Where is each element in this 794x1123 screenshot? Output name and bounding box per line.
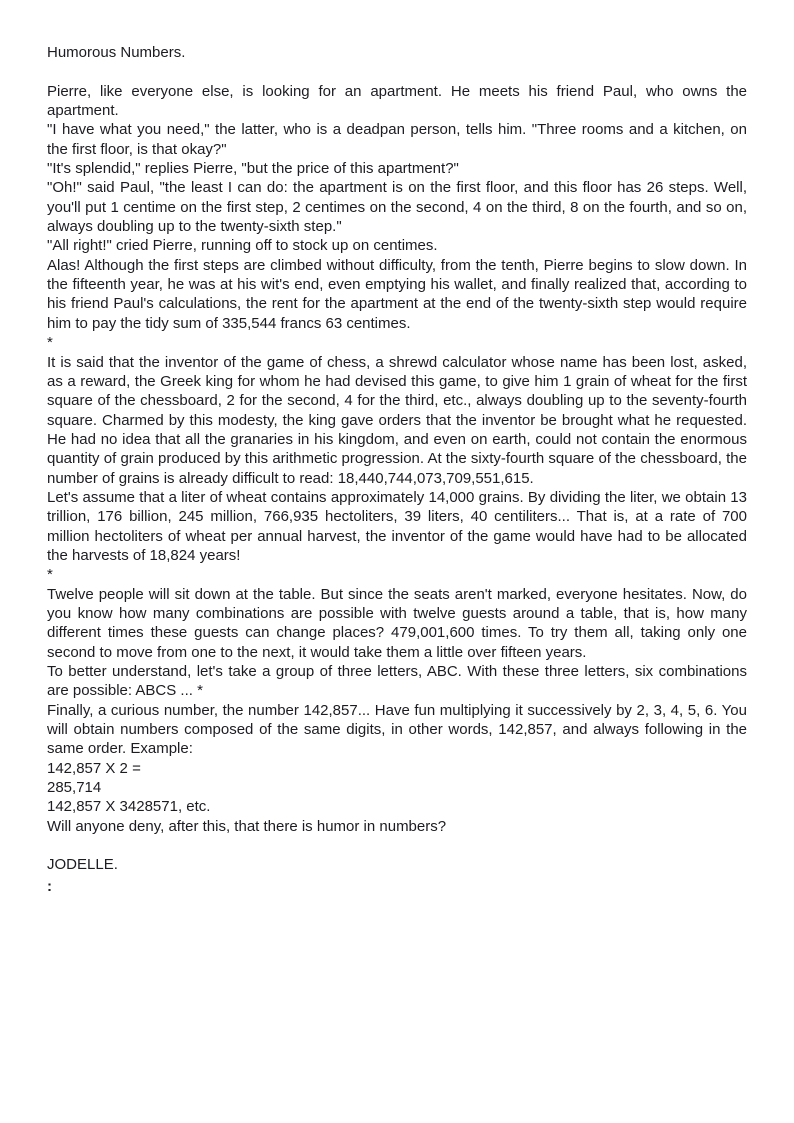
equation-line-2: 285,714	[47, 779, 102, 797]
closing-mark: :	[47, 877, 52, 895]
paragraph-curious-number: Finally, a curious number, the number 142,857... Have fun multiplying it successively by 2, 3, 4, 5, 6. You will obtain numbers composed of the same digits, in other words, 142,857, and always following in the same order. Example:	[47, 701, 747, 758]
paragraph-pierre-agrees: "All right!" cried Pierre, running off to stock up on centimes.	[47, 237, 438, 255]
signature: JODELLE.	[47, 856, 118, 874]
paragraph-twelve-guests: Twelve people will sit down at the table. But since the seats aren't marked, everyone hesitates. Now, do you know how many combinations are possible with twelve guests around a table, that is, how many different times these guests can change places? 479,001,600 times. To try them all, taking only one second to move from one to the next, it would take them a little over fifteen years.	[47, 585, 747, 661]
paragraph-three-letters: To better understand, let's take a group of three letters, ABC. With these three letters, six combinations are possible: ABCS ... *	[47, 663, 747, 700]
paragraph-conclusion: Will anyone deny, after this, that there is humor in numbers?	[47, 817, 447, 835]
equation-line-1: 142,857 X 2 =	[47, 759, 141, 777]
paragraph-apartment-outcome: Alas! Although the first steps are climbed without difficulty, from the tenth, Pierre begins to slow down. In the fifteenth year, he was at his wit's end, even emptying his wallet, and finally realized that, according to his friend Paul's calculations, the rent for the apartment at the end of the twenty-sixth step would require him to pay the tidy sum of 335,544 francs 63 centimes.	[47, 256, 747, 332]
section-separator-asterisk: *	[47, 334, 53, 352]
paragraph-apartment-intro: Pierre, like everyone else, is looking for an apartment. He meets his friend Paul, who owns the apartment.	[47, 82, 747, 120]
paragraph-wheat-volume: Let's assume that a liter of wheat contains approximately 14,000 grains. By dividing the liter, we obtain 13 trillion, 176 billion, 245 million, 766,935 hectoliters, 39 liters, 40 centiliters... That is, at a rate of 700 million hectoliters of wheat per annual harvest, the inventor of the game would have had to be allocated the harvests of 18,824 years!	[47, 488, 747, 564]
paragraph-paul-steps-deal: "Oh!" said Paul, "the least I can do: the apartment is on the first floor, and this floor has 26 steps. Well, you'll put 1 centime on the first step, 2 centimes on the second, 4 on the third, 8 on the fourth, and so on, always doubling up to the twenty-sixth step."	[47, 179, 747, 236]
section-separator-asterisk: *	[47, 566, 53, 584]
equation-line-3: 142,857 X 3428571, etc.	[47, 798, 211, 816]
document-title: Humorous Numbers.	[47, 44, 186, 61]
paragraph-chess-inventor: It is said that the inventor of the game of chess, a shrewd calculator whose name has been lost, asked, as a reward, the Greek king for whom he had devised this game, to give him 1 grain of wheat for the first square of the chessboard, 2 for the second, 4 for the third, etc., always doubling up to the seventy-fourth square. Charmed by this modesty, the king gave orders that the inventor be brought what he requested. He had no idea that all the granaries in his kingdom, and even on earth, could not contain the enormous quantity of grain produced by this arithmetic progression. At the sixty-fourth square of the chessboard, the number of grains is already difficult to read: 18,440,744,073,709,551,615.	[47, 353, 747, 487]
paragraph-pierre-price-question: "It's splendid," replies Pierre, "but the price of this apartment?"	[47, 160, 459, 178]
paragraph-paul-offer: "I have what you need," the latter, who is a deadpan person, tells him. "Three rooms and a kitchen, on the first floor, is that okay?"	[47, 121, 747, 158]
